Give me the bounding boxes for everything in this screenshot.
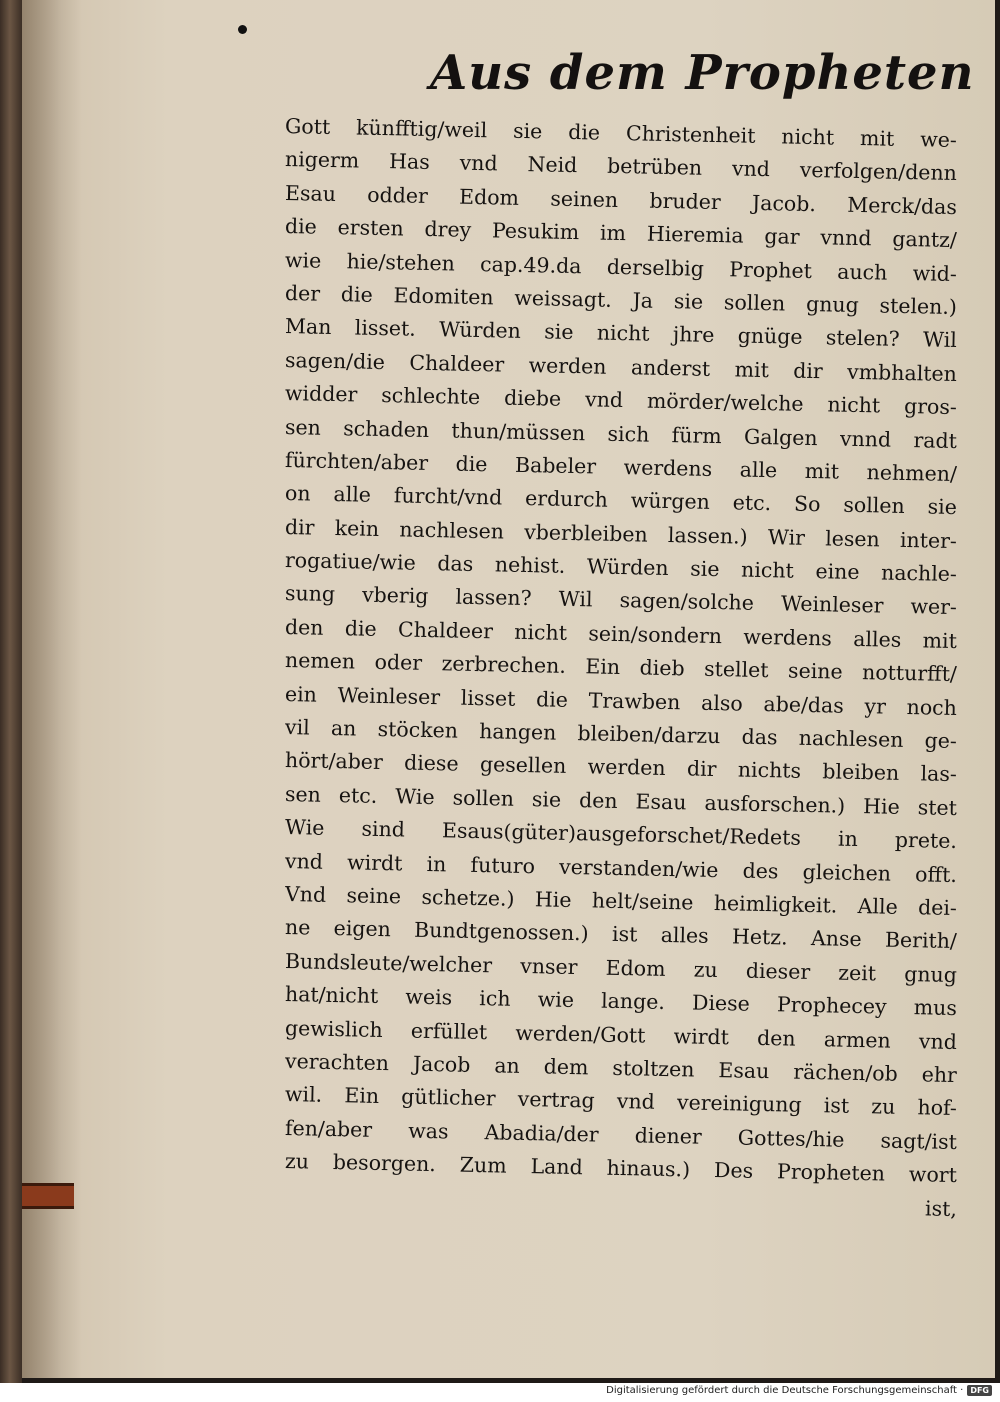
text-line: ne eigen Bundtgenossen.) ist alles Hetz. Anse Berith/ <box>284 915 958 954</box>
text-line: sagen/die Chaldeer werden anderst mit dir vmbhalten <box>284 347 958 386</box>
bookmark-tab <box>22 1183 74 1209</box>
text-line: nigerm Has vnd Neid betrüben vnd verfolgen/denn <box>284 147 958 186</box>
text-line: rogatiue/wie das nehist. Würden sie nicht eine nachle- <box>284 548 958 587</box>
text-line: hat/nicht weis ich wie lange. Diese Prophecey mus <box>284 982 958 1021</box>
text-line: on alle furcht/vnd erdurch würgen etc. So sollen sie <box>284 481 958 520</box>
text-line: vnd wirdt in futuro verstanden/wie des gleichen offt. <box>284 848 958 887</box>
running-head: Aus dem Propheten <box>430 45 975 101</box>
text-line: Bundsleute/welcher vnser Edom zu dieser zeit gnug <box>284 948 958 987</box>
text-line: fürchten/aber die Babeler werdens alle mit nehmen/ <box>284 447 958 486</box>
text-line: zu besorgen. Zum Land hinaus.) Des Propheten wort <box>284 1149 958 1188</box>
gutter-shadow <box>22 0 82 1378</box>
text-line: der die Edomiten weissagt. Ja sie sollen gnug stelen.) <box>284 280 958 320</box>
text-line: sen etc. Wie sollen sie den Esau ausforschen.) Hie stet <box>284 781 958 820</box>
text-line: Esau odder Edom seinen bruder Jacob. Merck/das <box>284 180 958 219</box>
text-line: sen schaden thun/müssen sich fürm Galgen vnnd radt <box>284 414 958 453</box>
text-line: sung vberig lassen? Wil sagen/solche Weinleser wer- <box>284 581 958 620</box>
book-binding <box>0 0 22 1383</box>
text-line: wie hie/stehen cap.49.da derselbig Prophet auch wid- <box>284 247 958 286</box>
text-line: nemen oder zerbrechen. Ein dieb stellet seine notturfft/ <box>284 648 958 687</box>
text-line: fen/aber was Abadia/der diener Gottes/hie sagt/ist <box>284 1115 958 1154</box>
footer-text: Digitalisierung gefördert durch die Deutsche Forschungsgemeinschaft · <box>606 1385 964 1396</box>
text-line: Man lisset. Würden sie nicht jhre gnüge stelen? Wil <box>284 314 958 353</box>
text-line: den die Chaldeer nicht sein/sondern werdens alles mit <box>284 614 958 653</box>
text-line: vil an stöcken hangen bleiben/darzu das nachlesen ge- <box>284 715 958 754</box>
text-line: gewislich erfüllet werden/Gott wirdt den armen vnd <box>284 1015 958 1054</box>
text-line: wil. Ein gütlicher vertrag vnd vereinigung ist zu hof- <box>284 1082 958 1121</box>
text-line: ein Weinleser lisset die Trawben also abe/das yr noch <box>284 681 958 720</box>
dfg-footer <box>606 1385 992 1396</box>
body-text <box>284 110 958 1221</box>
text-line: Vnd seine schetze.) Hie helt/seine heimligkeit. Alle dei- <box>284 881 958 921</box>
text-line: die ersten drey Pesukim im Hieremia gar vnnd gantz/ <box>284 214 958 253</box>
text-line: Wie sind Esaus(güter)ausgeforschet/Redets in prete. <box>284 815 958 854</box>
text-line: Gott künfftig/weil sie die Christenheit nicht mit we- <box>284 114 958 153</box>
text-line: verachten Jacob an dem stoltzen Esau rächen/ob ehr <box>284 1048 958 1088</box>
text-line: hört/aber diese gesellen werden dir nichts bleiben las- <box>284 748 958 787</box>
ink-dot <box>238 25 247 34</box>
text-line: ist, <box>924 1195 958 1221</box>
text-line: dir kein nachlesen vberbleiben lassen.) Wir lesen inter- <box>284 514 958 553</box>
text-line: widder schlechte diebe vnd mörder/welche nicht gros- <box>284 381 958 420</box>
dfg-logo: DFG <box>967 1385 992 1396</box>
